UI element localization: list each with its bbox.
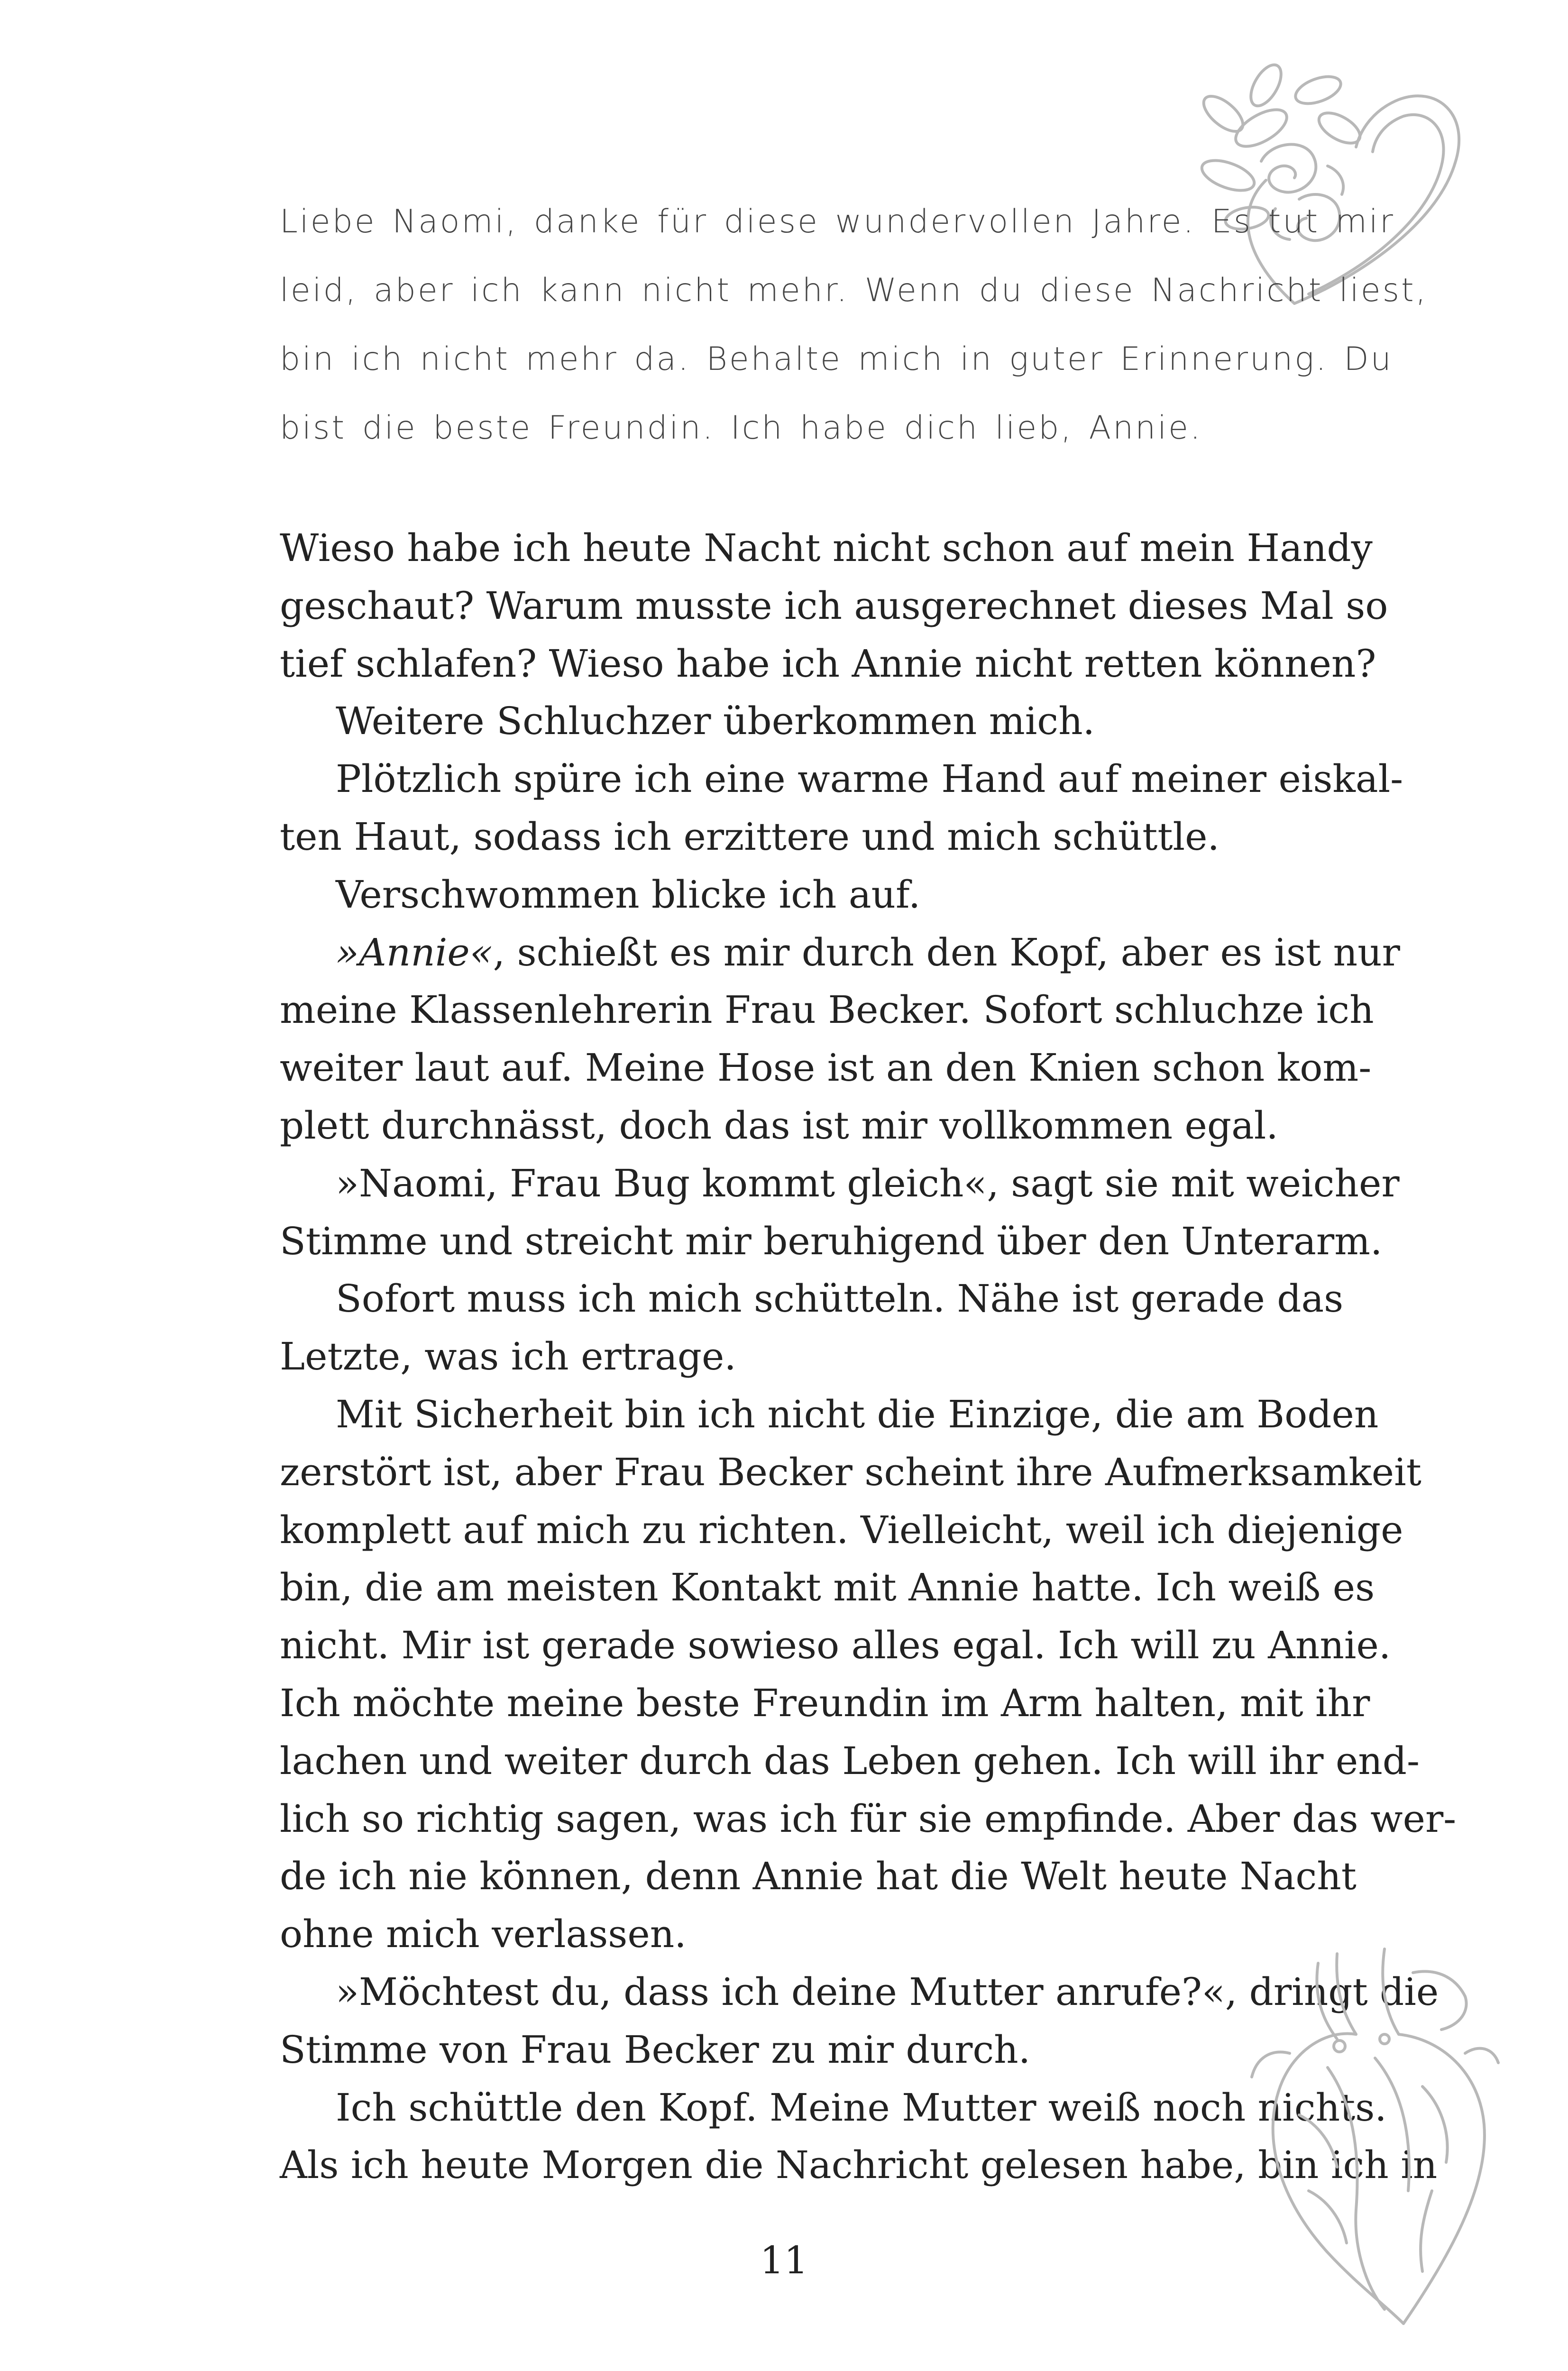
text-line: weiter laut auf. Meine Hose ist an den Knien schon kom- <box>280 1046 1372 1090</box>
text-line: Verschwommen blicke ich auf. <box>336 872 921 917</box>
text-line: »Möchtest du, dass ich deine Mutter anrufe?«, dringt die <box>336 1969 1439 2014</box>
text-line: Stimme und streicht mir beruhigend über den Unterarm. <box>280 1219 1383 1263</box>
letter-text <box>280 187 1428 462</box>
text-line: Wieso habe ich heute Nacht nicht schon auf mein Handy <box>280 526 1373 570</box>
text-line: plett durchnässt, doch das ist mir vollkommen egal. <box>280 1103 1278 1148</box>
text-line: zerstört ist, aber Frau Becker scheint ihre Aufmerksamkeit <box>280 1450 1421 1494</box>
italic-name: »Annie« <box>336 930 493 974</box>
text-line: »Naomi, Frau Bug kommt gleich«, sagt sie mit weicher <box>336 1161 1400 1205</box>
text-line: Sofort muss ich mich schütteln. Nähe ist gerade das <box>336 1277 1344 1321</box>
text-line: komplett auf mich zu richten. Vielleicht, weil ich diejenige <box>280 1507 1403 1552</box>
text-line: meine Klassenlehrerin Frau Becker. Sofort schluchze ich <box>280 988 1374 1032</box>
page-number: 11 <box>760 2238 808 2282</box>
body-text <box>280 519 1457 2194</box>
text-line: Ich möchte meine beste Freundin im Arm halten, mit ihr <box>280 1681 1370 1725</box>
text-line: Stimme von Frau Becker zu mir durch. <box>280 2027 1031 2072</box>
text-line: geschaut? Warum musste ich ausgerechnet dieses Mal so <box>280 583 1388 628</box>
text-line <box>280 924 1400 982</box>
letter-line: Liebe Naomi, danke für diese wundervollen Jahre. Es tut mir <box>280 203 1395 240</box>
text-line: Als ich heute Morgen die Nachricht gelesen habe, bin ich in <box>280 2143 1438 2187</box>
text-line: nicht. Mir ist gerade sowieso alles egal. Ich will zu Annie. <box>280 1623 1391 1668</box>
text-line: ohne mich verlassen. <box>280 1912 687 1957</box>
text-line: lich so richtig sagen, was ich für sie empfinde. Aber das wer- <box>280 1796 1457 1841</box>
letter-line: bist die beste Freundin. Ich habe dich lieb, Annie. <box>280 409 1202 447</box>
text-line: Letzte, was ich ertrage. <box>280 1334 736 1379</box>
text-line: de ich nie können, denn Annie hat die Welt heute Nacht <box>280 1854 1357 1899</box>
text-line: Plötzlich spüre ich eine warme Hand auf meiner eiskal- <box>336 757 1403 801</box>
text-line: Ich schüttle den Kopf. Meine Mutter weiß noch nichts. <box>336 2085 1387 2130</box>
text-line: bin, die am meisten Kontakt mit Annie hatte. Ich weiß es <box>280 1565 1375 1610</box>
letter-line: leid, aber ich kann nicht mehr. Wenn du diese Nachricht liest, <box>280 272 1428 309</box>
text-line: ten Haut, sodass ich erzittere und mich schüttle. <box>280 814 1220 859</box>
text-line: lachen und weiter durch das Leben gehen. Ich will ihr end- <box>280 1738 1420 1783</box>
text-fragment: , schießt es mir durch den Kopf, aber es ist nur <box>493 930 1400 974</box>
letter-line: bin ich nicht mehr da. Behalte mich in guter Erinnerung. Du <box>280 340 1393 378</box>
text-line: tief schlafen? Wieso habe ich Annie nicht retten können? <box>280 641 1376 686</box>
text-line: Mit Sicherheit bin ich nicht die Einzige, die am Boden <box>336 1392 1379 1436</box>
text-line: Weitere Schluchzer überkommen mich. <box>336 699 1095 744</box>
